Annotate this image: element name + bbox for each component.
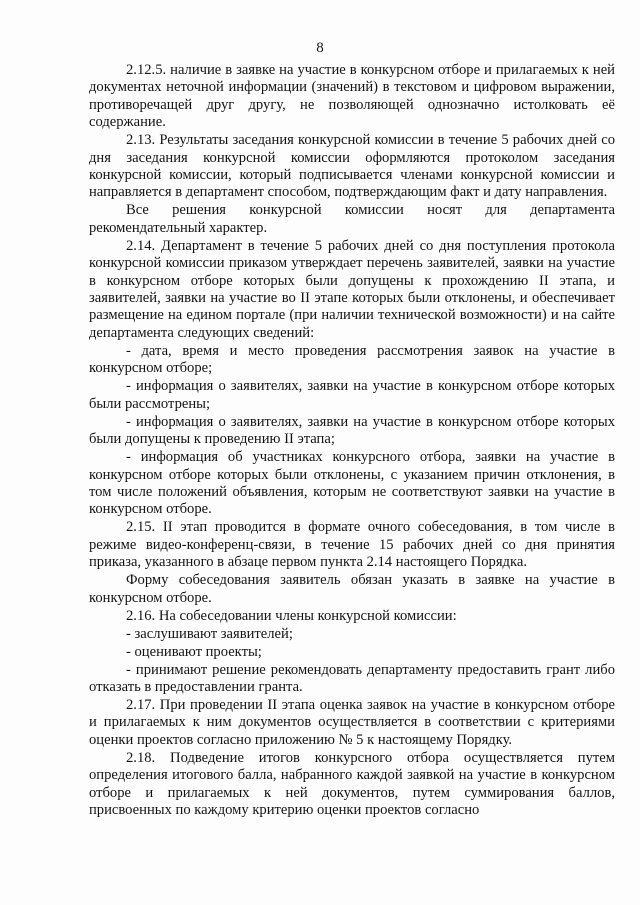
paragraph-decisions: Все решения конкурсной комиссии носят для департамента рекомендательный характер.	[89, 202, 615, 236]
list-item: - информация о заявителях, заявки на участие в конкурсном отборе которых были допущены к проведению II этапа;	[89, 413, 615, 448]
document-body	[89, 62, 615, 819]
paragraph-interview-form: Форму собеседования заявитель обязан указать в заявке на участие в конкурсном отборе.	[89, 572, 615, 606]
list-item: - оценивают проекты;	[126, 643, 262, 660]
paragraph-2-17: 2.17. При проведении II этапа оценка заявок на участие в конкурсном отборе и прилагаемых к ним документов осуществляется в соответствии с критериями оценки проектов согласно приложению № 5 к настоящему Порядку.	[89, 696, 615, 748]
list-item: - информация о заявителях, заявки на участие в конкурсном отборе которых были рассмотрены;	[89, 378, 615, 412]
paragraph-2-14: 2.14. Департамент в течение 5 рабочих дней со дня поступления протокола конкурсной комиссии приказом утверждает перечень заявителей, заявки на участие в конкурсном отборе которых были допущены к прохождению II этапа, и заявителей, заявки на участие во II этапе которых были отклонены, и обеспечивает размещение на едином портале (при наличии технической возможности) и на сайте департамента следующих сведений:	[89, 237, 615, 341]
paragraph-2-12-5: 2.12.5. наличие в заявке на участие в конкурсном отборе и прилагаемых к ней документах неточной информации (значений) в текстовом и цифровом выражении, противоречащей друг другу, не позволяющей однозначно истолковать её содержание.	[89, 62, 615, 131]
paragraph-2-16: 2.16. На собеседовании члены конкурсной комиссии:	[126, 607, 457, 624]
list-item: - дата, время и место проведения рассмотрения заявок на участие в конкурсном отборе;	[89, 342, 615, 377]
page-number: 8	[316, 40, 324, 56]
paragraph-2-18: 2.18. Подведение итогов конкурсного отбора осуществляется путем определения итогового балла, набранного каждой заявкой на участие в конкурсном отборе и прилагаемых к ней документов, путем суммирования баллов, присвоенных по каждому критерию оценки проектов согласно	[89, 749, 615, 818]
list-item: - информация об участниках конкурсного отбора, заявки на участие в конкурсном отборе которых были отклонены, с указанием причин отклонения, в том числе положений объявления, которым не соответствуют заявки на участие в конкурсном отборе.	[89, 449, 615, 518]
list-item: - заслушивают заявителей;	[126, 625, 293, 642]
paragraph-2-15: 2.15. II этап проводится в формате очного собеседования, в том числе в режиме видео-конференц-связи, в течение 15 рабочих дней со дня принятия приказа, указанного в абзаце первом пункта 2.14 настоящего Порядка.	[89, 519, 615, 571]
list-item: - принимают решение рекомендовать департаменту предоставить грант либо отказать в предоставлении гранта.	[89, 661, 615, 695]
paragraph-2-13: 2.13. Результаты заседания конкурсной комиссии в течение 5 рабочих дней со дня заседания конкурсной комиссии оформляются протоколом заседания конкурсной комиссии, который подписывается членами конкурсной комиссии и направляется в департамент способом, подтверждающим факт и дату направления.	[89, 132, 615, 201]
